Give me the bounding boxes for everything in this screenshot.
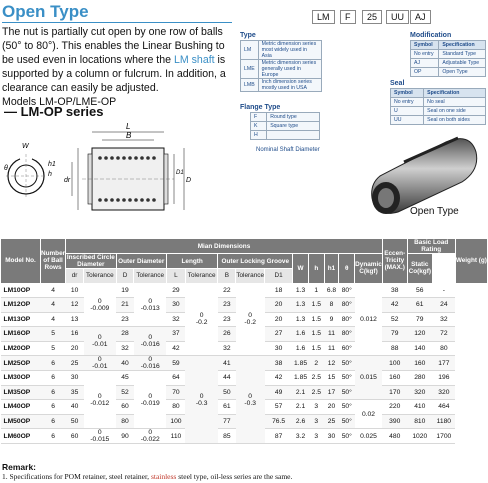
col-L-tol: Tolerance (185, 269, 218, 284)
cell-weight: 80 (432, 341, 455, 356)
col-W: W (293, 254, 309, 284)
cell-W: 1.6 (293, 341, 309, 356)
col-dyn: Dynamic C(kgf) (355, 254, 383, 284)
cell-balls: 5 (40, 341, 65, 356)
cell-B: 32 (218, 341, 236, 356)
label-h: h (48, 171, 52, 178)
cell-theta: 80° (339, 327, 355, 342)
cell-D1: 20 (265, 312, 293, 327)
cell-balls: 6 (40, 356, 65, 371)
type-heading: Type (240, 32, 256, 39)
cell-theta: 80° (339, 283, 355, 298)
cell-static: 120 (407, 327, 432, 342)
cell-weight: 320 (432, 385, 455, 400)
cell-static: 280 (407, 371, 432, 386)
cell-h: 3 (309, 400, 325, 415)
col-outer: Outer Diameter (116, 254, 166, 269)
cell-dynamic: 52 (382, 312, 407, 327)
cell-D-tol: 0 -0.019 (134, 371, 167, 429)
col-group-main: Mian Dimensions (66, 239, 383, 254)
cell-h1: 11 (324, 341, 339, 356)
label-B: B (126, 131, 132, 140)
cell-model: LM30OP (1, 371, 41, 386)
cell-theta: 50° (339, 385, 355, 400)
models-line: Models LM-OP/LME-OP (2, 96, 117, 108)
col-L: L (166, 269, 185, 284)
cell-static: 56 (407, 283, 432, 298)
cell-theta: 50° (339, 414, 355, 429)
cell-weight: 72 (432, 327, 455, 342)
code-part-aj: AJ (410, 10, 431, 24)
cell-h1: 8 (324, 298, 339, 313)
cell-h: 2.5 (309, 385, 325, 400)
cell-W: 3.2 (293, 429, 309, 444)
cell-model: LM12OP (1, 298, 41, 313)
cell-D1: 76.5 (265, 414, 293, 429)
col-theta: θ (339, 254, 355, 284)
cell-model: LM10OP (1, 283, 41, 298)
nominal-shaft-label: Nominal Shaft Diameter (256, 147, 320, 153)
modification-table: Symbol Specification No entry Standard Type AJ Adjustable Type OP Open Type (410, 40, 486, 77)
cell-B: 23 (218, 298, 236, 313)
cell-D1: 30 (265, 341, 293, 356)
cell-W: 1.85 (293, 371, 309, 386)
code-part-25: 25 (362, 10, 382, 24)
cell-h1: 20 (324, 400, 339, 415)
cell-model: LM25OP (1, 356, 41, 371)
cell-static: 410 (407, 400, 432, 415)
cell-balls: 5 (40, 327, 65, 342)
cell-dynamic: 88 (382, 341, 407, 356)
col-D1: D1 (265, 269, 293, 284)
cell-D: 23 (116, 312, 134, 327)
cell-h: 1.5 (309, 312, 325, 327)
cell-model: LM20OP (1, 341, 41, 356)
cell-B: 41 (218, 356, 236, 371)
cell-D: 21 (116, 298, 134, 313)
col-D: D (116, 269, 134, 284)
cell-W: 2.1 (293, 400, 309, 415)
technical-drawing (2, 118, 228, 236)
remark-text (2, 472, 292, 481)
cell-dynamic: 79 (382, 327, 407, 342)
cell-h1: 11 (324, 327, 339, 342)
cell-D1: 18 (265, 283, 293, 298)
cell-h: 2.5 (309, 371, 325, 386)
cell-dr: 25 (66, 356, 84, 371)
cell-theta: 80° (339, 298, 355, 313)
cell-dr: 13 (66, 312, 84, 327)
flange-table: F Round type K Square type H (250, 112, 320, 140)
col-weight: Weight (g) (455, 239, 487, 284)
cell-D-tol: 0 -0.013 (134, 283, 167, 327)
cell-dynamic: 220 (382, 400, 407, 415)
modification-heading: Modification (410, 32, 452, 39)
col-length: Length (166, 254, 217, 269)
col-h1: h1 (324, 254, 339, 284)
col-load: Basic Load Rating (407, 239, 455, 254)
cell-model: LM13OP (1, 312, 41, 327)
cell-balls: 4 (40, 312, 65, 327)
cell-B-tol: 0 -0.2 (236, 283, 265, 356)
cell-weight: 32 (432, 312, 455, 327)
description-text-1: The nut is partially cut open by one row of balls (50° to 80°). This enables the Linear Bushing to be used even in locations where the (2, 26, 225, 66)
remark-highlight: stainless (150, 472, 177, 481)
cell-dr: 20 (66, 341, 84, 356)
type-table: LM Metric dimension series most widely used in Asia LME Metric dimension series generally used in Europe LMB Inch dimension series mostly used in USA (240, 40, 322, 92)
cell-h1: 6.8 (324, 283, 339, 298)
col-h: h (309, 254, 325, 284)
cell-balls: 6 (40, 414, 65, 429)
cell-dr-tol: 0 -0.01 (84, 356, 117, 371)
col-B-tol: Tolerance (236, 269, 265, 284)
cell-L-tol: 0 -0.2 (185, 283, 218, 356)
cell-dynamic: 170 (382, 385, 407, 400)
cell-static: 320 (407, 385, 432, 400)
cell-D1: 42 (265, 371, 293, 386)
cell-model: LM40OP (1, 400, 41, 415)
cell-theta: 50° (339, 371, 355, 386)
cell-L: 64 (166, 371, 185, 386)
cell-model: LM16OP (1, 327, 41, 342)
col-ecc: Eccen-Tricity (MAX.) (382, 239, 407, 284)
cell-D: 28 (116, 327, 134, 342)
cell-dr: 40 (66, 400, 84, 415)
cell-W: 1.85 (293, 356, 309, 371)
cell-h1: 25 (324, 414, 339, 429)
cell-static: 79 (407, 312, 432, 327)
cell-weight: 1180 (432, 414, 455, 429)
cell-balls: 4 (40, 298, 65, 313)
cell-h: 1 (309, 283, 325, 298)
remark-text-2: steel type, oil-less series are the same. (176, 472, 293, 481)
cell-theta: 50° (339, 400, 355, 415)
cell-W: 1.3 (293, 312, 309, 327)
remark-title: Remark: (2, 462, 37, 472)
cell-static: 1020 (407, 429, 432, 444)
flange-heading: Flange Type (240, 104, 281, 111)
cell-D: 40 (116, 356, 134, 371)
cell-h1: 12 (324, 356, 339, 371)
cell-L: 80 (166, 400, 185, 415)
cell-D: 60 (116, 400, 134, 415)
seal-table: Symbol Specification No entry No seal U Seal on one side UU Seal on both sides (390, 88, 486, 125)
label-D: D (186, 177, 192, 184)
cell-model: LM60OP (1, 429, 41, 444)
cell-model: LM50OP (1, 414, 41, 429)
col-balls: Number of Ball Rows (40, 239, 65, 284)
cell-W: 1.3 (293, 298, 309, 313)
cell-h: 1.5 (309, 341, 325, 356)
cell-D1: 20 (265, 298, 293, 313)
cell-D: 80 (116, 414, 134, 429)
cell-model: LM35OP (1, 385, 41, 400)
page-title: Open Type (2, 2, 89, 21)
cell-dynamic: 100 (382, 356, 407, 371)
cell-ecc: 0.012 (355, 283, 383, 356)
cell-dynamic: 42 (382, 298, 407, 313)
cell-B: 23 (218, 312, 236, 327)
cell-h1: 15 (324, 371, 339, 386)
cell-D: 32 (116, 341, 134, 356)
cell-weight: 1700 (432, 429, 455, 444)
cell-theta: 60° (339, 341, 355, 356)
cell-dynamic: 38 (382, 283, 407, 298)
col-groove: Outer Locking Groove (218, 254, 293, 269)
cell-static: 810 (407, 414, 432, 429)
cell-dynamic: 390 (382, 414, 407, 429)
label-L: L (126, 122, 131, 131)
cell-D-tol: 0 -0.022 (134, 429, 167, 444)
cell-B: 85 (218, 429, 236, 444)
photo-caption: Open Type (410, 206, 459, 217)
cell-W: 1.3 (293, 283, 309, 298)
description (2, 25, 234, 109)
cell-weight: 196 (432, 371, 455, 386)
cell-ecc: 0.015 (355, 356, 383, 400)
cell-L: 100 (166, 414, 185, 429)
cell-B: 26 (218, 327, 236, 342)
cell-dr: 60 (66, 429, 84, 444)
code-part-uu: UU (386, 10, 409, 24)
cell-static: 61 (407, 298, 432, 313)
cell-dr-tol: 0 -0.01 (84, 327, 117, 356)
cell-dynamic: 480 (382, 429, 407, 444)
cell-W: 1.6 (293, 327, 309, 342)
cell-dr: 16 (66, 327, 84, 342)
cell-D1: 27 (265, 327, 293, 342)
cell-h: 2 (309, 356, 325, 371)
cell-dr-tol: 0 -0.012 (84, 371, 117, 429)
col-B: B (218, 269, 236, 284)
col-dr-tol: Tolerance (84, 269, 117, 284)
cell-L: 32 (166, 312, 185, 327)
cell-L: 70 (166, 385, 185, 400)
cell-L: 59 (166, 356, 185, 371)
cell-L: 30 (166, 298, 185, 313)
cell-W: 2.6 (293, 414, 309, 429)
label-D1: D1 (176, 170, 184, 176)
cell-dr-tol: 0 -0.015 (84, 429, 117, 444)
cell-balls: 4 (40, 283, 65, 298)
cell-h: 3 (309, 429, 325, 444)
cell-theta: 80° (339, 312, 355, 327)
col-inscribed: Inscribed Circle Diameter (66, 254, 115, 268)
cell-D1: 57 (265, 400, 293, 415)
cell-D1: 38 (265, 356, 293, 371)
cell-dr: 30 (66, 371, 84, 386)
cell-B-tol: 0 -0.3 (236, 356, 265, 444)
cell-h1: 30 (324, 429, 339, 444)
cell-B: 50 (218, 385, 236, 400)
cell-D1: 49 (265, 385, 293, 400)
cell-weight: 464 (432, 400, 455, 415)
col-stat: Static Co(kgf) (407, 254, 432, 284)
table-body (1, 283, 488, 444)
label-W: W (22, 143, 29, 150)
cell-balls: 6 (40, 429, 65, 444)
cell-D1: 87 (265, 429, 293, 444)
cell-B: 44 (218, 371, 236, 386)
cell-weight: - (432, 283, 455, 298)
title-underline (2, 22, 232, 23)
cell-D-tol: 0 -0.016 (134, 327, 167, 356)
cell-theta: 50° (339, 429, 355, 444)
cell-dr: 35 (66, 385, 84, 400)
label-theta: θ (4, 165, 8, 172)
cell-dr: 12 (66, 298, 84, 313)
cell-balls: 6 (40, 385, 65, 400)
seal-heading: Seal (390, 80, 405, 87)
description-text-2: is supported by a column or fulcrum. In addition, a clearance can easily be adjusted. (2, 54, 226, 94)
cell-B: 61 (218, 400, 236, 415)
code-part-lm: LM (312, 10, 335, 24)
cell-h: 1.5 (309, 327, 325, 342)
cell-W: 2.1 (293, 385, 309, 400)
cell-ecc: 0.02 (355, 400, 383, 429)
dimension-table (0, 238, 488, 444)
remark-text-1: 1. Specifications for POM retainer, steel retainer, (2, 472, 151, 481)
cell-D: 19 (116, 283, 134, 298)
cell-h1: 9 (324, 312, 339, 327)
cell-B: 22 (218, 283, 236, 298)
cell-static: 140 (407, 341, 432, 356)
cell-weight: 177 (432, 356, 455, 371)
label-h1: h1 (48, 161, 56, 168)
cell-balls: 6 (40, 400, 65, 415)
col-D-tol: Tolerance (134, 269, 167, 284)
col-dr: dr (66, 269, 84, 284)
cell-dr-tol: 0 -0.009 (84, 283, 117, 327)
col-model: Model No. (1, 239, 41, 284)
cell-D: 52 (116, 385, 134, 400)
label-dr: dr (64, 177, 71, 184)
cell-D: 90 (116, 429, 134, 444)
cell-D-tol: 0 -0.016 (134, 356, 167, 371)
cell-ecc: 0.025 (355, 429, 383, 444)
cell-L-tol: 0 -0.3 (185, 356, 218, 444)
cell-D: 45 (116, 371, 134, 386)
cell-L: 37 (166, 327, 185, 342)
cell-B: 77 (218, 414, 236, 429)
cell-L: 42 (166, 341, 185, 356)
cell-L: 29 (166, 283, 185, 298)
code-part-f: F (340, 10, 356, 24)
cell-static: 160 (407, 356, 432, 371)
cell-theta: 50° (339, 356, 355, 371)
table-row (1, 283, 488, 298)
cell-h: 3 (309, 414, 325, 429)
table-row (1, 356, 488, 371)
description-highlight: LM shaft (173, 54, 215, 66)
cell-h: 1.5 (309, 298, 325, 313)
series-heading: — LM-OP series (4, 104, 104, 119)
cell-dr: 50 (66, 414, 84, 429)
cell-balls: 6 (40, 371, 65, 386)
cell-dr: 10 (66, 283, 84, 298)
cell-dynamic: 160 (382, 371, 407, 386)
cell-weight: 24 (432, 298, 455, 313)
cell-L: 110 (166, 429, 185, 444)
cell-h1: 17 (324, 385, 339, 400)
